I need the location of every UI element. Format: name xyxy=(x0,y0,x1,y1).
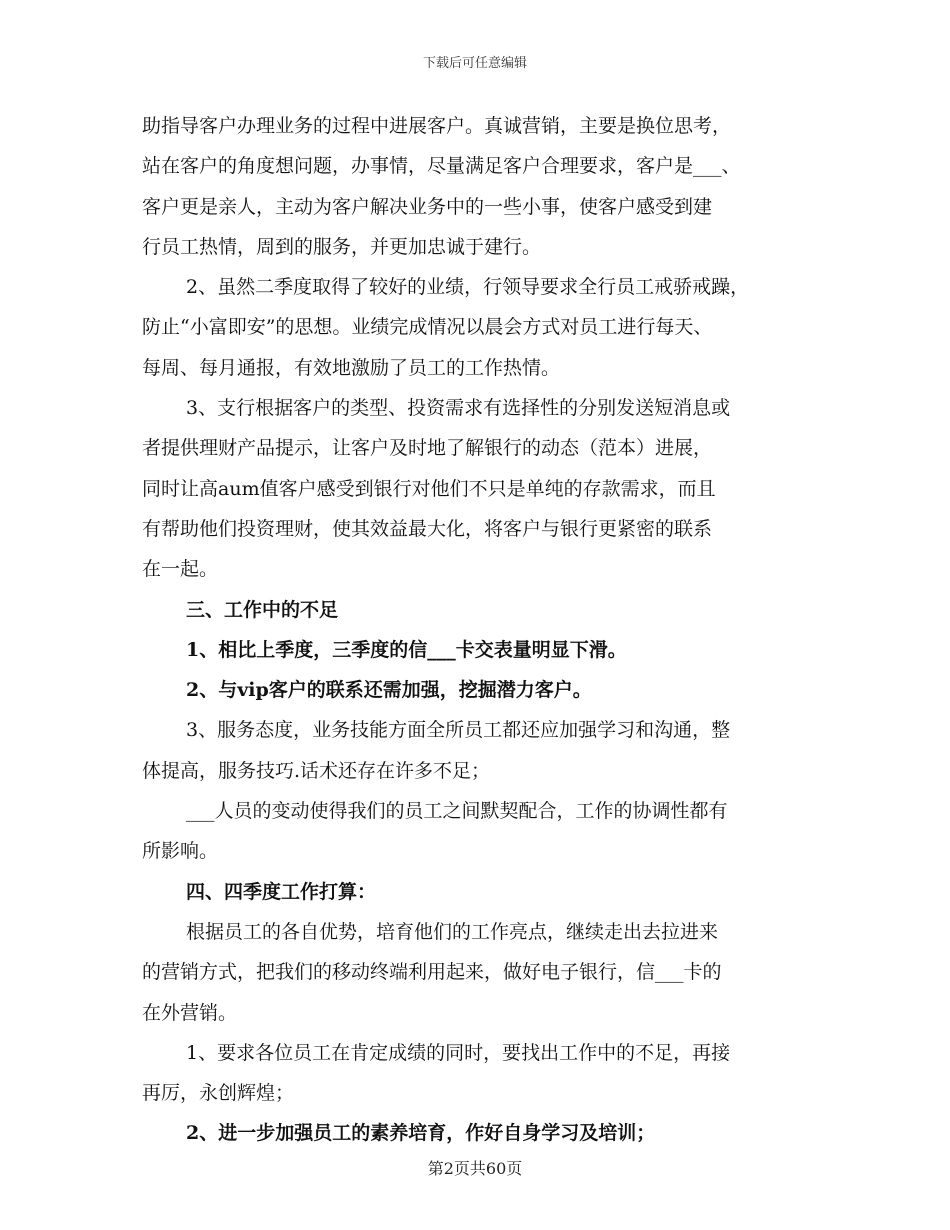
text-line: 四、四季度工作打算： xyxy=(186,880,377,903)
text-line: 助指导客户办理业务的过程中进展客户。真诚营销，主要是换位思考， xyxy=(142,115,732,137)
page-footer: 第2页共60页 xyxy=(427,1159,523,1178)
text-line: 在一起。 xyxy=(142,558,219,581)
text-line: ___人员的变动使得我们的员工之间默契配合，工作的协调性都有 xyxy=(186,800,728,823)
text-line: 同时让高aum值客户感受到银行对他们不只是单纯的存款需求，而且 xyxy=(142,477,716,500)
text-line: 站在客户的角度想问题，办事情，尽量满足客户合理要求，客户是___、 xyxy=(142,155,741,178)
text-line: 客户更是亲人，主动为客户解决业务中的一些小事，使客户感受到建 xyxy=(142,195,713,218)
text-line: 2、与vip客户的联系还需加强，挖掘潜力客户。 xyxy=(186,679,592,702)
text-line: 有帮助他们投资理财，使其效益最大化，将客户与银行更紧密的联系 xyxy=(142,517,713,540)
text-line: 的营销方式，把我们的移动终端利用起来，做好电子银行，信___卡的 xyxy=(142,961,722,984)
text-line: 者提供理财产品提示，让客户及时地了解银行的动态（范本）进展， xyxy=(142,437,713,460)
text-line: 每周、每月通报，有效地激励了员工的工作热情。 xyxy=(142,356,561,379)
text-line: 3、服务态度，业务技能方面全所员工都还应加强学习和沟通，整 xyxy=(186,719,731,742)
document-body xyxy=(142,106,812,1154)
text-line: 1、相比上季度，三季度的信___卡交表量明显下滑。 xyxy=(186,638,627,661)
text-line: 2、虽然二季度取得了较好的业绩，行领导要求全行员工戒骄戒躁， xyxy=(186,276,750,299)
text-line: 3、支行根据客户的类型、投资需求有选择性的分别发送短消息或 xyxy=(186,397,731,420)
text-line: 所影响。 xyxy=(142,840,219,863)
text-line: 在外营销。 xyxy=(142,1001,238,1024)
text-line: 三、工作中的不足 xyxy=(186,598,339,621)
text-line: 1、要求各位员工在肯定成绩的同时，要找出工作中的不足，再接 xyxy=(186,1041,731,1064)
text-line: 行员工热情，周到的服务，并更加忠诚于建行。 xyxy=(142,235,542,258)
text-line: 根据员工的各自优势，培育他们的工作亮点，继续走出去拉进来 xyxy=(186,920,719,943)
text-line: 2、进一步加强员工的素养培育，作好自身学习及培训； xyxy=(186,1122,656,1145)
text-line: 体提高，服务技巧.话术还存在许多不足； xyxy=(142,759,491,782)
text-line: 再厉，永创辉煌； xyxy=(142,1082,295,1105)
page-header: 下载后可任意编辑 xyxy=(422,56,527,71)
text-line: 防止“小富即安”的思想。业绩完成情况以晨会方式对员工进行每天、 xyxy=(142,316,713,339)
